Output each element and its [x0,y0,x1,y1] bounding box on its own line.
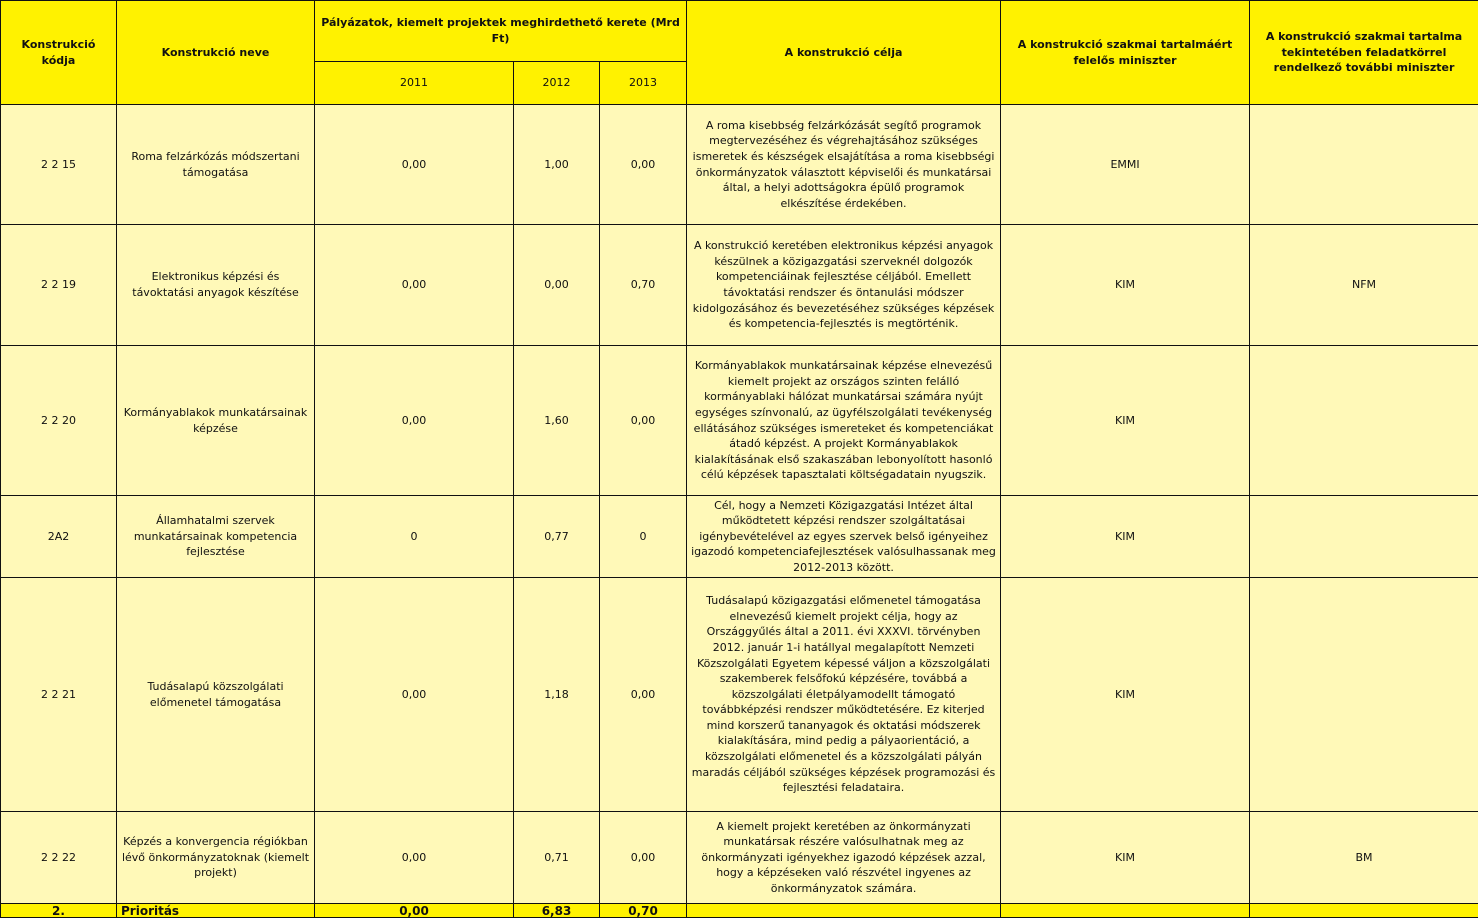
total-2012: 6,83 [514,904,600,918]
header-other-minister: A konstrukció szakmai tartalma tekintetében feladatkörrel rendelkező további miniszter [1250,1,1478,105]
cell-2012: 0,00 [514,225,600,346]
header-year-2011: 2011 [315,62,514,105]
cell-goal: Kormányablakok munkatársainak képzése elnevezésű kiemelt projekt az országos szinten felálló kormányablaki hálózat munkatársai számára nyújt egységes színvonalú, az ügyfélszolgálati tevékenység ellátásához szükséges ismereteket és kompetenciákat átadó képzést. A projekt Kormányablakok kialakításának első szakaszában lebonyolított hasonló célú képzések tapasztalati költségadatain nyugszik. [687,346,1001,496]
table-row [1,496,1478,578]
cell-other-minister: BM [1250,812,1478,904]
total-2011: 0,00 [315,904,514,918]
table-row [1,346,1478,496]
cell-code: 2 2 21 [1,578,117,812]
cell-2011: 0,00 [315,105,514,225]
cell-other-minister [1250,496,1478,578]
cell-2013: 0,00 [600,812,687,904]
cell-code: 2 2 19 [1,225,117,346]
cell-2013: 0,70 [600,225,687,346]
cell-2012: 1,18 [514,578,600,812]
cell-minister: KIM [1001,496,1250,578]
header-goal: A konstrukció célja [687,1,1001,105]
cell-goal: A konstrukció keretében elektronikus képzési anyagok készülnek a közigazgatási szerveknél dolgozók kompetenciáinak fejlesztése céljából. Emellett távoktatási rendszer és öntanulási módszer kidolgozásához és bevezetéséhez szükséges képzések és kompetencia-fejlesztés is megtörténik. [687,225,1001,346]
header-code: Konstrukció kódja [1,1,117,105]
cell-2012: 0,71 [514,812,600,904]
header-minister: A konstrukció szakmai tartalmáért felelős miniszter [1001,1,1250,105]
cell-name: Elektronikus képzési és távoktatási anyagok készítése [117,225,315,346]
cell-goal: Tudásalapú közigazgatási előmenetel támogatása elnevezésű kiemelt projekt célja, hogy az Országgyűlés által a 2011. évi XXXVI. törvényben 2012. január 1-i hatállyal megalapított Nemzeti Közszolgálati Egyetem képessé váljon a közszolgálati szakemberek felsőfokú képzésére, továbbá a közszolgálati életpályamodellt támogató továbbképzési rendszer működtetésére. Ez kiterjed mind korszerű tananyagok és oktatási módszerek kialakítására, mind pedig a pályaorientáció, a közszolgálati előmenetel és a közszolgálati pályán maradás céljából szükséges képzések programozási és fejlesztési feladataira. [687,578,1001,812]
table-row [1,105,1478,225]
total-row [1,904,1478,918]
total-goal-empty [687,904,1001,918]
cell-2013: 0,00 [600,578,687,812]
total-code: 2. [1,904,117,918]
cell-code: 2 2 20 [1,346,117,496]
cell-other-minister [1250,578,1478,812]
cell-2011: 0,00 [315,225,514,346]
cell-2012: 1,00 [514,105,600,225]
cell-2011: 0,00 [315,346,514,496]
cell-goal: Cél, hogy a Nemzeti Közigazgatási Intézet által működtetett képzési rendszer szolgáltatásai igénybevételével az egyes szervek belső igényeihez igazodó kompetenciafejlesztések valósulhassanak meg 2012-2013 között. [687,496,1001,578]
cell-name: Államhatalmi szervek munkatársainak kompetencia fejlesztése [117,496,315,578]
cell-other-minister [1250,105,1478,225]
cell-minister: KIM [1001,812,1250,904]
cell-name: Roma felzárkózás módszertani támogatása [117,105,315,225]
cell-2011: 0 [315,496,514,578]
table-row [1,225,1478,346]
header-year-2013: 2013 [600,62,687,105]
cell-2012: 0,77 [514,496,600,578]
header-name: Konstrukció neve [117,1,315,105]
table-row [1,578,1478,812]
cell-2013: 0,00 [600,346,687,496]
cell-2013: 0 [600,496,687,578]
total-label: Prioritás [117,904,315,918]
cell-code: 2A2 [1,496,117,578]
cell-goal: A roma kisebbség felzárkózását segítő programok megtervezéséhez és végrehajtásához szükséges ismeretek és készségek elsajátítása a roma kisebbségi önkormányzatok választott képviselői és munkatársai által, a helyi adottságokra épülő programok elkészítése érdekében. [687,105,1001,225]
cell-minister: KIM [1001,578,1250,812]
cell-other-minister [1250,346,1478,496]
cell-2011: 0,00 [315,812,514,904]
cell-name: Képzés a konvergencia régiókban lévő önkormányzatoknak (kiemelt projekt) [117,812,315,904]
cell-2011: 0,00 [315,578,514,812]
header-year-2012: 2012 [514,62,600,105]
cell-minister: KIM [1001,346,1250,496]
header-budget: Pályázatok, kiemelt projektek meghirdethető kerete (Mrd Ft) [315,1,687,62]
cell-name: Kormányablakok munkatársainak képzése [117,346,315,496]
total-other-empty [1250,904,1478,918]
cell-code: 2 2 15 [1,105,117,225]
table-row [1,812,1478,904]
cell-minister: KIM [1001,225,1250,346]
cell-code: 2 2 22 [1,812,117,904]
total-minister-empty [1001,904,1250,918]
header-row [1,1,1478,62]
cell-2012: 1,60 [514,346,600,496]
cell-other-minister: NFM [1250,225,1478,346]
cell-minister: EMMI [1001,105,1250,225]
cell-name: Tudásalapú közszolgálati előmenetel támogatása [117,578,315,812]
cell-goal: A kiemelt projekt keretében az önkormányzati munkatársak részére valósulhatnak meg az önkormányzati igényekhez igazodó képzések azzal, hogy a képzéseken való részvétel ingyenes az önkormányzatok számára. [687,812,1001,904]
cell-2013: 0,00 [600,105,687,225]
total-2013: 0,70 [600,904,687,918]
